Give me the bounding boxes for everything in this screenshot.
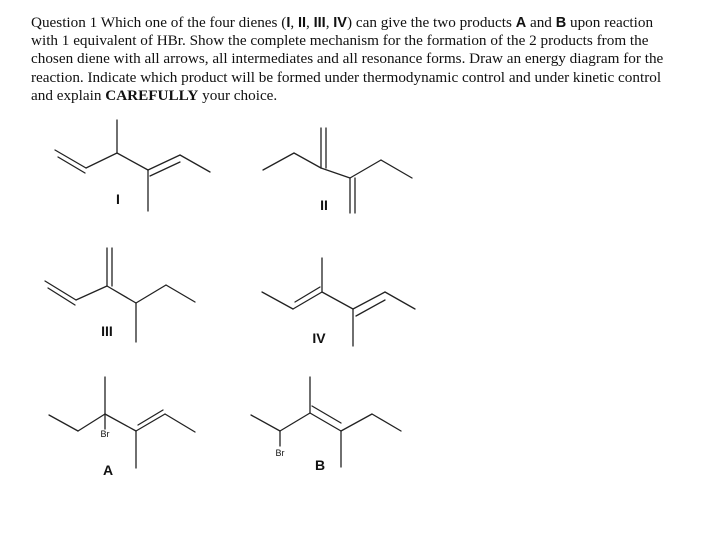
label-diene-III-inline: III	[313, 15, 326, 31]
structure-product-B	[251, 377, 401, 473]
bromine-label-A: Br	[100, 429, 110, 439]
label-diene-II-inline: II	[297, 15, 306, 31]
structure-diene-III	[45, 248, 195, 342]
structure-diene-I	[55, 120, 210, 211]
label-diene-I: I	[116, 191, 120, 207]
label-product-A: A	[102, 462, 114, 478]
question-seg-2: ) can give the two products	[346, 14, 516, 31]
bromine-label-B: Br	[275, 448, 285, 458]
comma: ,	[306, 14, 314, 31]
label-product-B: B	[314, 457, 326, 473]
structure-product-A	[49, 377, 195, 478]
label-product-A-inline: A	[515, 15, 527, 31]
comma: ,	[325, 14, 334, 31]
label-diene-III: III	[101, 323, 113, 339]
question-seg-3: and	[526, 14, 556, 31]
label-product-B-inline: B	[555, 15, 567, 31]
label-diene-I-inline: I	[286, 15, 291, 31]
label-diene-IV-inline: IV	[333, 15, 347, 31]
structure-diene-IV	[262, 258, 415, 346]
emphasis-carefully: CAREFULLY	[105, 86, 199, 104]
question-seg-1: Question 1 Which one of the four dienes (	[31, 14, 287, 31]
label-diene-IV: IV	[312, 330, 326, 346]
question-seg-5: your choice.	[198, 86, 278, 104]
comma: ,	[290, 14, 298, 31]
label-diene-II: II	[320, 197, 328, 213]
structure-diene-II	[263, 128, 412, 213]
question-seg-4: upon reaction with 1 equivalent of HBr. Show the complete mechanism for the formation of the 2 products from the chosen diene with all arrows, all intermediates and all resonance forms. Draw an energy diagram for the reaction. Indicate which product will be formed under thermodynamic control and under kinetic control and explain	[31, 14, 664, 104]
